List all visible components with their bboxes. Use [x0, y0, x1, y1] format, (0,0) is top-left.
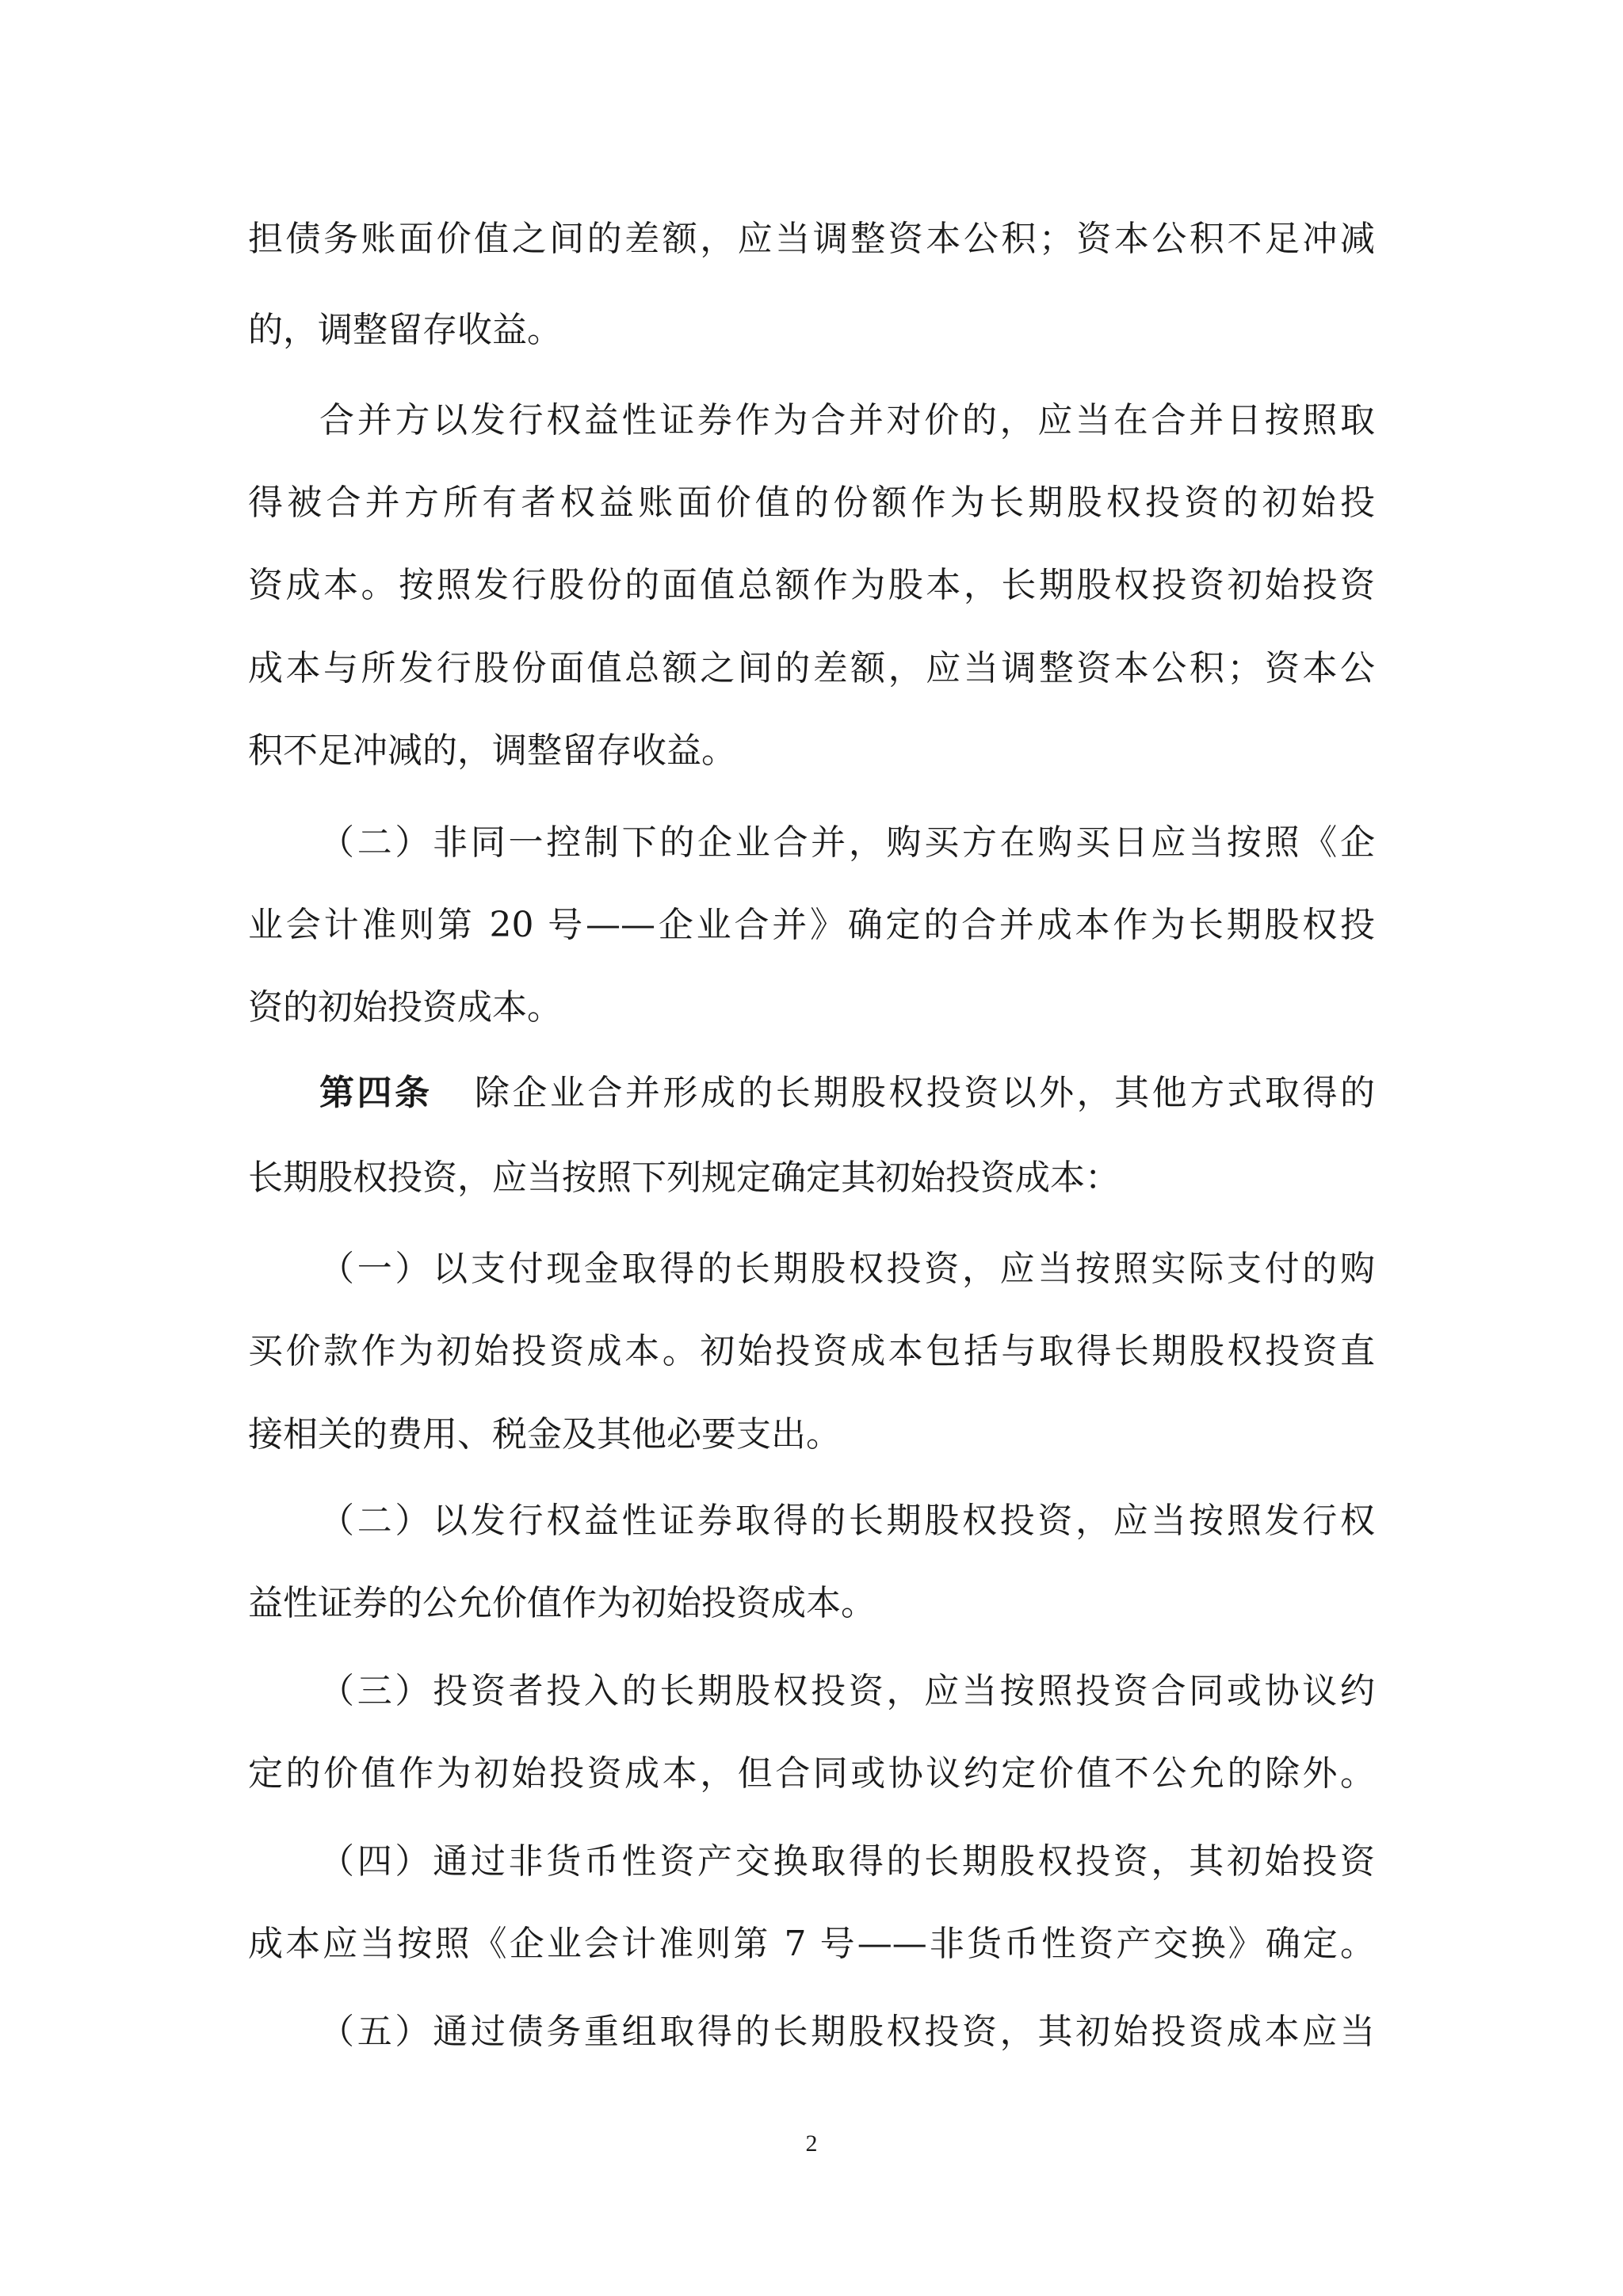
text-line-12: 长期股权投资，应当按照下列规定确定其初始投资成本：	[248, 1158, 1120, 1198]
text-line-1: 担债务账面价值之间的差额，应当调整资本公积；资本公积不足冲减	[248, 219, 1375, 259]
text-line-2: 的，调整留存收益。	[248, 310, 562, 350]
text-line-13: （一）以支付现金取得的长期股权投资，应当按照实际支付的购	[319, 1249, 1375, 1289]
text-line-7: 积不足冲减的，调整留存收益。	[248, 730, 736, 771]
text-line-6: 成本与所发行股份面值总额之间的差额，应当调整资本公积；资本公	[248, 648, 1375, 688]
text-line-17: 益性证券的公允价值作为初始投资成本。	[248, 1583, 876, 1623]
article-heading: 第四条	[319, 1073, 433, 1113]
text-line-5: 资成本。按照发行股份的面值总额作为股本，长期股权投资初始投资	[248, 565, 1375, 605]
text-line-22: （五）通过债务重组取得的长期股权投资，其初始投资成本应当	[319, 2012, 1375, 2052]
text-line-20: （四）通过非货币性资产交换取得的长期股权投资，其初始投资	[319, 1841, 1375, 1882]
text-line-4: 得被合并方所有者权益账面价值的份额作为长期股权投资的初始投	[248, 482, 1375, 523]
text-line-21: 成本应当按照《企业会计准则第 7 号——非货币性资产交换》确定。	[248, 1924, 1375, 1964]
text-line-14: 买价款作为初始投资成本。初始投资成本包括与取得长期股权投资直	[248, 1331, 1375, 1371]
text-line-9: 业会计准则第 20 号——企业合并》确定的合并成本作为长期股权投	[248, 905, 1375, 945]
page-number: 2	[805, 2130, 818, 2157]
article-four-first-line	[319, 1071, 1375, 1116]
text-line-16: （二）以发行权益性证券取得的长期股权投资，应当按照发行权	[319, 1501, 1375, 1541]
text-line-11: 除企业合并形成的长期股权投资以外，其他方式取得的	[472, 1073, 1376, 1113]
text-line-15: 接相关的费用、税金及其他必要支出。	[248, 1414, 841, 1455]
text-line-18: （三）投资者投入的长期股权投资，应当按照投资合同或协议约	[319, 1671, 1375, 1711]
text-line-8: （二）非同一控制下的企业合并，购买方在购买日应当按照《企	[319, 822, 1375, 863]
text-line-3: 合并方以发行权益性证券作为合并对价的，应当在合并日按照取	[319, 400, 1375, 441]
text-line-10: 资的初始投资成本。	[248, 987, 562, 1028]
text-line-19: 定的价值作为初始投资成本，但合同或协议约定价值不公允的除外。	[248, 1753, 1375, 1794]
